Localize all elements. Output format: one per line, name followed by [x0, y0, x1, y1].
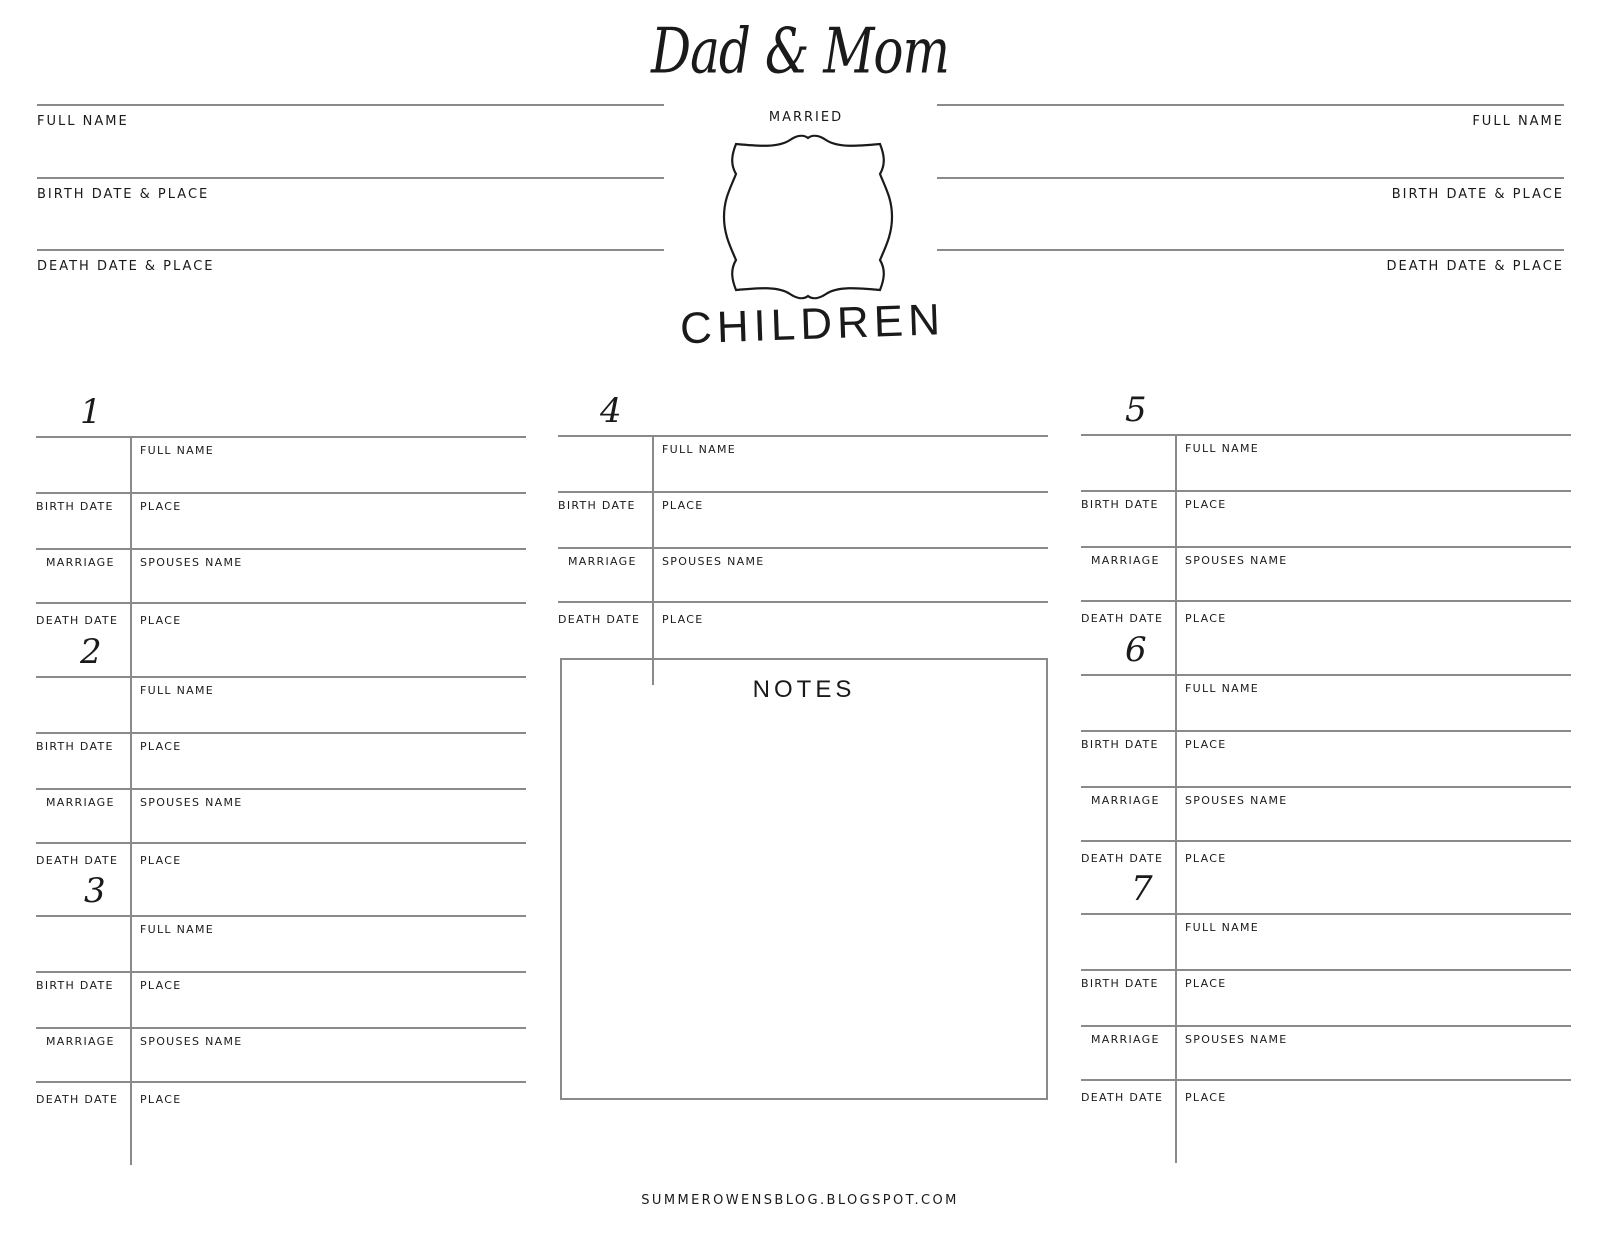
child-birth-date-label: BIRTH DATE [1081, 977, 1159, 990]
married-date-frame[interactable] [708, 134, 908, 300]
divider [36, 915, 526, 917]
child-marriage-label: MARRIAGE [568, 555, 637, 568]
child-number: 7 [1131, 869, 1153, 909]
child-death-place-label: PLACE [1185, 1091, 1227, 1104]
child-number: 2 [80, 632, 102, 672]
child-birth-place-field[interactable] [658, 517, 1046, 545]
child-full-name-label: FULL NAME [140, 684, 215, 697]
child-number: 5 [1125, 390, 1147, 430]
child-death-place-field[interactable] [136, 628, 524, 656]
child-death-date-label: DEATH DATE [558, 613, 641, 626]
divider [130, 436, 132, 686]
parent-left-full-name-label: FULL NAME [37, 114, 129, 129]
divider [1175, 434, 1177, 684]
divider [36, 548, 526, 550]
divider [37, 104, 664, 106]
child-block [36, 871, 526, 1165]
child-spouse-field[interactable] [136, 1051, 524, 1079]
child-block [558, 391, 1048, 685]
child-spouse-field[interactable] [1181, 810, 1569, 838]
child-spouse-label: SPOUSES NAME [1185, 554, 1288, 567]
child-spouse-field[interactable] [1181, 570, 1569, 598]
divider [36, 1027, 526, 1029]
footer-url: SUMMEROWENSBLOG.BLOGSPOT.COM [641, 1193, 959, 1208]
child-block [36, 632, 526, 926]
divider [1175, 913, 1177, 1163]
child-full-name-field[interactable] [136, 462, 524, 490]
child-death-place-field[interactable] [1181, 626, 1569, 654]
child-spouse-field[interactable] [1181, 1049, 1569, 1077]
divider [36, 732, 526, 734]
child-birth-place-field[interactable] [136, 758, 524, 786]
divider [652, 435, 654, 685]
divider [1081, 730, 1571, 732]
notes-box[interactable] [560, 658, 1048, 1100]
child-death-place-label: PLACE [140, 854, 182, 867]
child-death-place-label: PLACE [1185, 852, 1227, 865]
divider [37, 249, 664, 251]
divider [558, 491, 1048, 493]
child-death-date-label: DEATH DATE [36, 854, 119, 867]
divider [36, 492, 526, 494]
child-death-place-field[interactable] [658, 627, 1046, 655]
divider [36, 788, 526, 790]
divider [558, 547, 1048, 549]
parent-left-birth-label: BIRTH DATE & PLACE [37, 187, 210, 202]
married-label: MARRIED [768, 110, 844, 125]
child-spouse-label: SPOUSES NAME [662, 555, 765, 568]
child-full-name-label: FULL NAME [1185, 442, 1260, 455]
divider [130, 676, 132, 926]
parent-right-full-name-field[interactable] [937, 136, 1564, 174]
child-full-name-field[interactable] [136, 702, 524, 730]
child-number: 6 [1125, 630, 1147, 670]
divider [1081, 840, 1571, 842]
divider [1081, 786, 1571, 788]
divider [1081, 600, 1571, 602]
child-full-name-label: FULL NAME [1185, 921, 1260, 934]
child-birth-date-label: BIRTH DATE [36, 979, 114, 992]
child-marriage-label: MARRIAGE [46, 1035, 115, 1048]
child-spouse-label: SPOUSES NAME [140, 556, 243, 569]
child-birth-place-label: PLACE [1185, 498, 1227, 511]
page-title: Dad & Mom [651, 14, 949, 88]
child-death-place-label: PLACE [662, 613, 704, 626]
child-birth-date-label: BIRTH DATE [1081, 738, 1159, 751]
divider [937, 104, 1564, 106]
divider [558, 435, 1048, 437]
parent-right-birth-field[interactable] [937, 208, 1564, 246]
divider [1081, 490, 1571, 492]
child-full-name-label: FULL NAME [662, 443, 737, 456]
divider [1081, 913, 1571, 915]
child-spouse-label: SPOUSES NAME [1185, 1033, 1288, 1046]
child-spouse-label: SPOUSES NAME [140, 1035, 243, 1048]
divider [1081, 969, 1571, 971]
child-birth-date-label: BIRTH DATE [36, 500, 114, 513]
child-birth-place-label: PLACE [662, 499, 704, 512]
divider [558, 601, 1048, 603]
child-birth-date-label: BIRTH DATE [558, 499, 636, 512]
child-death-date-label: DEATH DATE [1081, 852, 1164, 865]
divider [1175, 674, 1177, 924]
child-full-name-label: FULL NAME [140, 444, 215, 457]
child-spouse-field[interactable] [658, 571, 1046, 599]
child-marriage-label: MARRIAGE [1091, 554, 1160, 567]
divider [1081, 674, 1571, 676]
divider [937, 177, 1564, 179]
parent-left-death-label: DEATH DATE & PLACE [37, 259, 215, 274]
child-block [1081, 630, 1571, 924]
divider [36, 602, 526, 604]
child-death-place-field[interactable] [136, 1107, 524, 1135]
child-birth-date-label: BIRTH DATE [1081, 498, 1159, 511]
child-death-place-label: PLACE [140, 614, 182, 627]
child-death-place-field[interactable] [136, 868, 524, 896]
child-block [1081, 390, 1571, 684]
child-death-place-field[interactable] [1181, 866, 1569, 894]
child-full-name-field[interactable] [136, 941, 524, 969]
child-birth-place-field[interactable] [136, 518, 524, 546]
child-death-place-label: PLACE [1185, 612, 1227, 625]
divider [1081, 1079, 1571, 1081]
child-spouse-label: SPOUSES NAME [140, 796, 243, 809]
child-birth-place-label: PLACE [140, 500, 182, 513]
child-number: 4 [600, 391, 622, 431]
child-marriage-label: MARRIAGE [1091, 1033, 1160, 1046]
divider [36, 676, 526, 678]
child-birth-place-field[interactable] [1181, 995, 1569, 1023]
parent-left-full-name-field[interactable] [37, 136, 664, 174]
parent-right-full-name-label: FULL NAME [1472, 114, 1564, 129]
child-death-place-label: PLACE [140, 1093, 182, 1106]
child-spouse-field[interactable] [136, 572, 524, 600]
child-death-date-label: DEATH DATE [1081, 612, 1164, 625]
child-full-name-field[interactable] [658, 461, 1046, 489]
child-number: 1 [80, 392, 102, 432]
divider [1081, 434, 1571, 436]
child-spouse-label: SPOUSES NAME [1185, 794, 1288, 807]
divider [1081, 1025, 1571, 1027]
child-full-name-label: FULL NAME [140, 923, 215, 936]
child-death-date-label: DEATH DATE [36, 1093, 119, 1106]
child-death-date-label: DEATH DATE [1081, 1091, 1164, 1104]
divider [36, 842, 526, 844]
divider [36, 1081, 526, 1083]
divider [37, 177, 664, 179]
child-death-date-label: DEATH DATE [36, 614, 119, 627]
child-birth-date-label: BIRTH DATE [36, 740, 114, 753]
child-birth-place-label: PLACE [1185, 738, 1227, 751]
child-spouse-field[interactable] [136, 812, 524, 840]
parent-right-birth-label: BIRTH DATE & PLACE [1391, 187, 1564, 202]
child-full-name-field[interactable] [1181, 700, 1569, 728]
divider [937, 249, 1564, 251]
child-birth-place-label: PLACE [140, 740, 182, 753]
child-full-name-field[interactable] [1181, 939, 1569, 967]
notes-title: NOTES [752, 676, 856, 703]
parent-left-birth-field[interactable] [37, 208, 664, 246]
divider [36, 436, 526, 438]
child-block [1081, 869, 1571, 1163]
child-number: 3 [84, 871, 106, 911]
divider [36, 971, 526, 973]
child-marriage-label: MARRIAGE [46, 556, 115, 569]
child-birth-place-field[interactable] [1181, 516, 1569, 544]
children-heading: CHILDREN [679, 295, 946, 354]
divider [1081, 546, 1571, 548]
child-block [36, 392, 526, 686]
divider [130, 915, 132, 1165]
child-marriage-label: MARRIAGE [46, 796, 115, 809]
child-birth-place-field[interactable] [136, 997, 524, 1025]
parent-right-death-label: DEATH DATE & PLACE [1386, 259, 1564, 274]
child-birth-place-field[interactable] [1181, 756, 1569, 784]
child-marriage-label: MARRIAGE [1091, 794, 1160, 807]
child-birth-place-label: PLACE [1185, 977, 1227, 990]
child-full-name-field[interactable] [1181, 460, 1569, 488]
child-full-name-label: FULL NAME [1185, 682, 1260, 695]
child-birth-place-label: PLACE [140, 979, 182, 992]
child-death-place-field[interactable] [1181, 1105, 1569, 1133]
